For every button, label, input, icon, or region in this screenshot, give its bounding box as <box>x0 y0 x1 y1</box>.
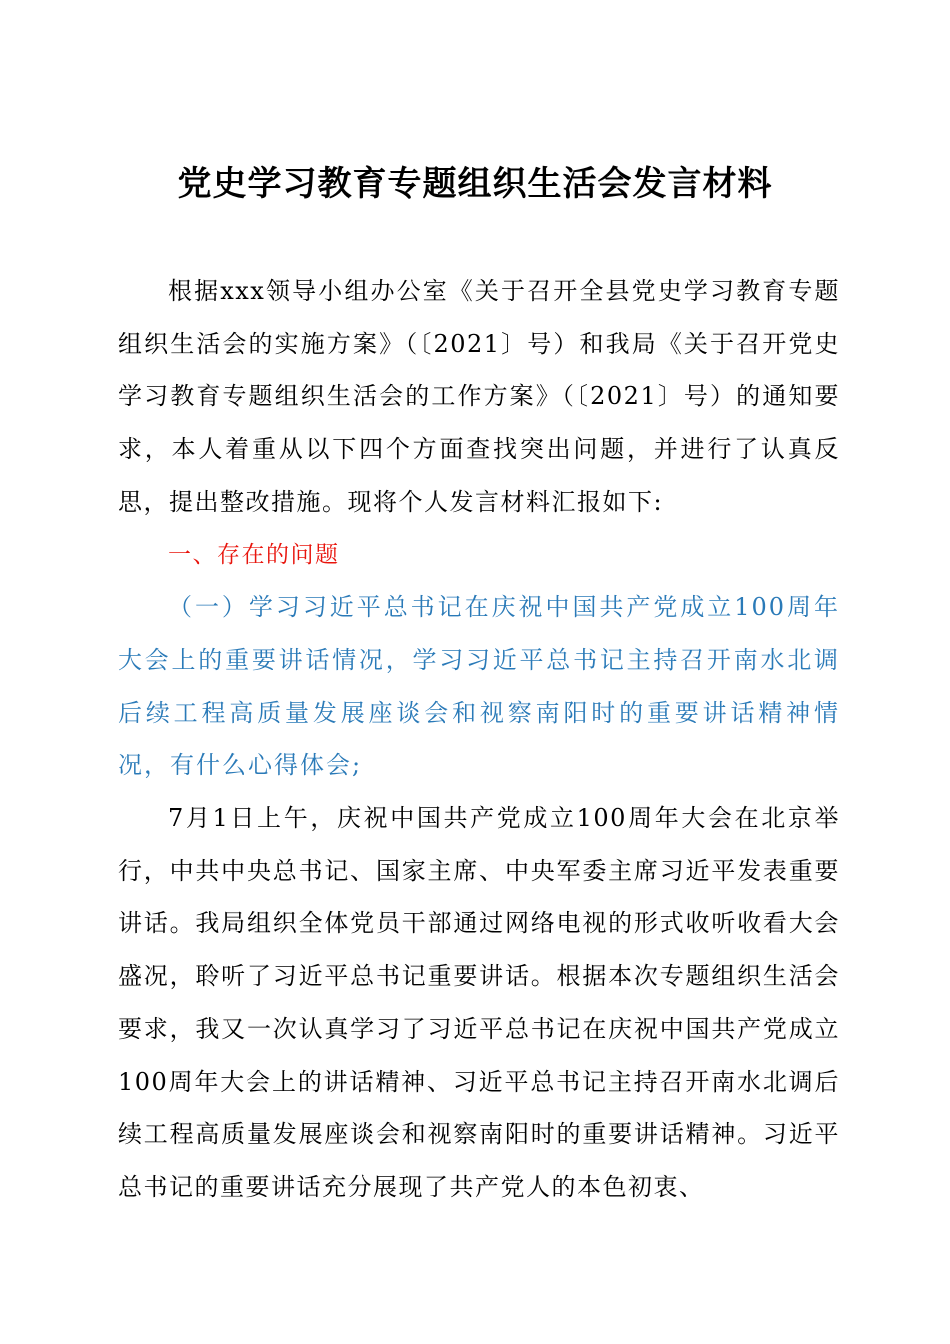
section-heading: 一、存在的问题 <box>168 541 340 568</box>
intro-paragraph: 根据xxx领导小组办公室《关于召开全县党史学习教育专题组织生活会的实施方案》（〔2021〕号）和我局《关于召开党史学习教育专题组织生活会的工作方案》（〔2021〕号）的通知要求，本人着重从以下四个方面查找突出问题，并进行了认真反思，提出整改措施。现将个人发言材料汇报如下: <box>118 277 840 516</box>
document-body <box>118 265 840 1214</box>
body-paragraph: 7月1日上午，庆祝中国共产党成立100周年大会在北京举行，中共中央总书记、国家主席、中央军委主席习近平发表重要讲话。我局组织全体党员干部通过网络电视的形式收听收看大会盛况，聆听了习近平总书记重要讲话。根据本次专题组织生活会要求，我又一次认真学习了习近平总书记在庆祝中国共产党成立100周年大会上的讲话精神、习近平总书记主持召开南水北调后续工程高质量发展座谈会和视察南阳时的重要讲话精神。习近平总书记的重要讲话充分展现了共产党人的本色初衷、 <box>118 804 840 1201</box>
subsection-heading: （一）学习习近平总书记在庆祝中国共产党成立100周年大会上的重要讲话情况，学习习近平总书记主持召开南水北调后续工程高质量发展座谈会和视察南阳时的重要讲话精神情况，有什么心得体会; <box>118 593 840 780</box>
document-title: 党史学习教育专题组织生活会发言材料 <box>177 164 773 204</box>
